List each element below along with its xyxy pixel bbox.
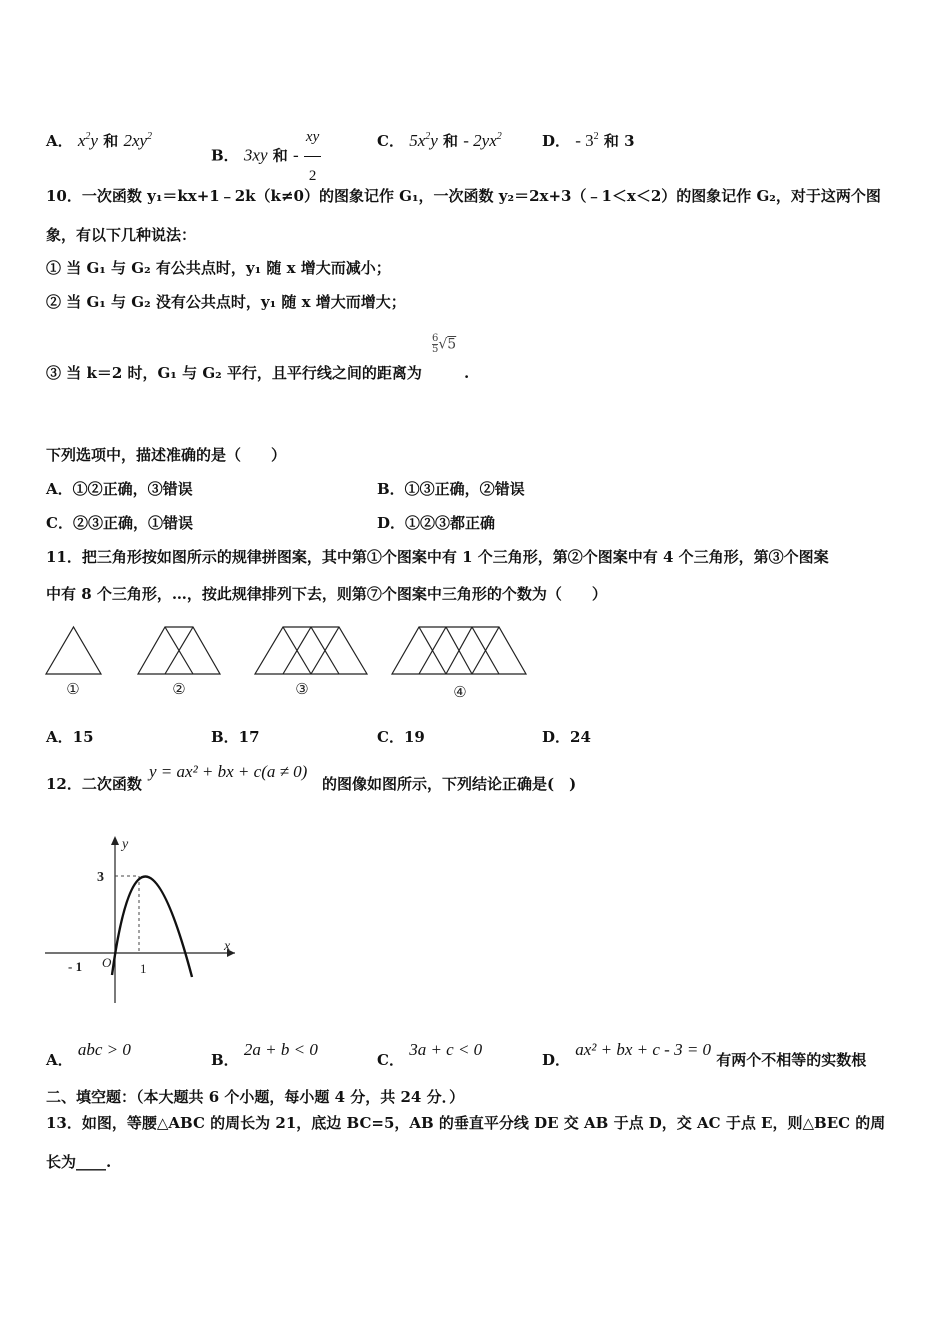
q10-statement-1: ① 当 G₁ 与 G₂ 有公共点时，y₁ 随 x 增大而减小； — [46, 259, 391, 277]
q10-statement-3: ③ 当 k＝2 时，G₁ 与 G₂ 平行，且平行线之间的距离为 — [46, 364, 422, 382]
option-math: 2a + b < 0 — [243, 1040, 318, 1059]
q10-option-d: D．①②③都正确 — [377, 514, 496, 532]
math-term: 3xy — [243, 145, 268, 165]
math-term: y — [430, 131, 438, 150]
triangle-patterns-figure — [40, 618, 540, 703]
q10-stem-line2: 象，有以下几种说法： — [46, 226, 197, 244]
numerator: 6 — [432, 333, 439, 344]
q12-stem-prefix: 12．二次函数 — [46, 775, 142, 793]
x-label: x — [224, 939, 231, 954]
q13-stem-line1: 13．如图，等腰△ABC 的周长为 21，底边 BC=5，AB 的垂直平分线 DE 交 AB 于点 D，交 AC 于点 E，则△BEC 的周 — [46, 1114, 886, 1132]
q11-option-d: D．24 — [542, 728, 591, 746]
pattern-4 — [392, 627, 526, 674]
q12-option-c — [377, 1032, 482, 1078]
q12-option-d — [542, 1032, 866, 1078]
q11-option-c: C．19 — [377, 728, 425, 746]
math-term: x — [77, 131, 86, 150]
section-2-heading: 二、填空题：（本大题共 6 个小题，每小题 4 分，共 24 分．） — [46, 1088, 465, 1106]
math-term: y — [90, 131, 98, 150]
conjunction: 和 — [443, 132, 459, 150]
exponent: 2 — [85, 131, 91, 142]
option-label: C． — [377, 132, 404, 150]
option-label: B． — [211, 146, 239, 165]
pattern-3 — [255, 627, 367, 674]
q12-option-b — [211, 1032, 318, 1078]
q10-option-b: B．①③正确，②错误 — [377, 480, 525, 498]
exponent: 2 — [593, 131, 599, 142]
option-math: ax² + bx + c - 3 = 0 — [575, 1040, 712, 1059]
pattern-2 — [138, 627, 220, 674]
tick-1: 1 — [140, 961, 147, 976]
q12-stem-suffix: 的图像如图所示，下列结论正确是( ) — [322, 775, 577, 793]
denominator: 5 — [432, 344, 439, 355]
tick-minus-1: - 1 — [68, 959, 83, 974]
q11-option-a: A．15 — [46, 728, 94, 746]
math-term: - 2yx — [463, 131, 497, 150]
pattern-label-2: ② — [172, 682, 186, 698]
distance-formula: $\frac{6}{5}$ √5 — [432, 333, 457, 355]
radicand: 5 — [447, 336, 457, 353]
option-label: A． — [46, 132, 73, 150]
q12-formula: y = ax² + bx + c(a ≠ 0) — [149, 762, 308, 781]
q9-option-b — [211, 118, 321, 195]
option-label: C． — [377, 1051, 404, 1069]
fraction — [304, 118, 321, 195]
q10-prompt: 下列选项中，描述准确的是（ ） — [46, 446, 287, 464]
parabola-graph — [40, 830, 245, 1010]
q9-option-d — [542, 127, 635, 151]
tick-3: 3 — [97, 870, 104, 885]
option-label: D． — [542, 1051, 571, 1069]
exponent: 2 — [425, 131, 431, 142]
option-label: D． — [542, 132, 571, 150]
option-math: 3a + c < 0 — [409, 1040, 483, 1059]
parabola-curve — [112, 876, 192, 977]
q9-option-a — [46, 127, 152, 151]
q10-option-a: A．①②正确，③错误 — [46, 480, 193, 498]
q12-option-a — [46, 1032, 131, 1078]
math-term: - 3 — [575, 131, 594, 150]
q10-statement-2: ② 当 G₁ 与 G₂ 没有公共点时，y₁ 随 x 增大而增大； — [46, 293, 406, 311]
minus-sign: - — [293, 145, 299, 165]
y-axis-arrow — [111, 836, 119, 845]
math-term: 2xy — [123, 131, 148, 150]
numerator: xy — [304, 118, 321, 157]
option-label: A． — [46, 1051, 73, 1069]
math-term: 5x — [409, 131, 426, 150]
option-tail: 有两个不相等的实数根 — [716, 1051, 867, 1069]
option-tail: 和 3 — [603, 132, 635, 150]
pattern-label-4: ④ — [453, 685, 467, 701]
pattern-label-1: ① — [66, 682, 80, 698]
q10-option-c: C．②③正确，①错误 — [46, 514, 193, 532]
q13-stem-line2: 长为____. — [46, 1153, 112, 1171]
denominator: 2 — [308, 168, 317, 184]
conjunction: 和 — [272, 146, 288, 165]
option-math: abc > 0 — [77, 1040, 131, 1059]
conjunction: 和 — [103, 132, 119, 150]
y-label: y — [122, 837, 129, 852]
option-label: B． — [211, 1051, 239, 1069]
q11-stem-line1: 11．把三角形按如图所示的规律拼图案，其中第①个图案中有 1 个三角形，第②个图案中有 4 个三角形，第③个图案 — [46, 548, 829, 566]
q10-stem-line1: 10．一次函数 y₁＝kx+1﹣2k（k≠0）的图象记作 G₁，一次函数 y₂＝2x+3（﹣1＜x＜2）的图象记作 G₂，对于这两个图 — [46, 187, 881, 205]
q10-statement-3-end: . — [464, 364, 470, 382]
pattern-label-3: ③ — [295, 682, 309, 698]
exponent: 2 — [496, 131, 502, 142]
exponent: 2 — [147, 131, 153, 142]
q9-option-c — [377, 127, 502, 151]
q11-stem-line2: 中有 8 个三角形，…，按此规律排列下去，则第⑦个图案中三角形的个数为（ ） — [46, 585, 607, 603]
pattern-1 — [46, 627, 101, 674]
origin-label: O — [102, 955, 112, 970]
q11-option-b: B．17 — [211, 728, 260, 746]
